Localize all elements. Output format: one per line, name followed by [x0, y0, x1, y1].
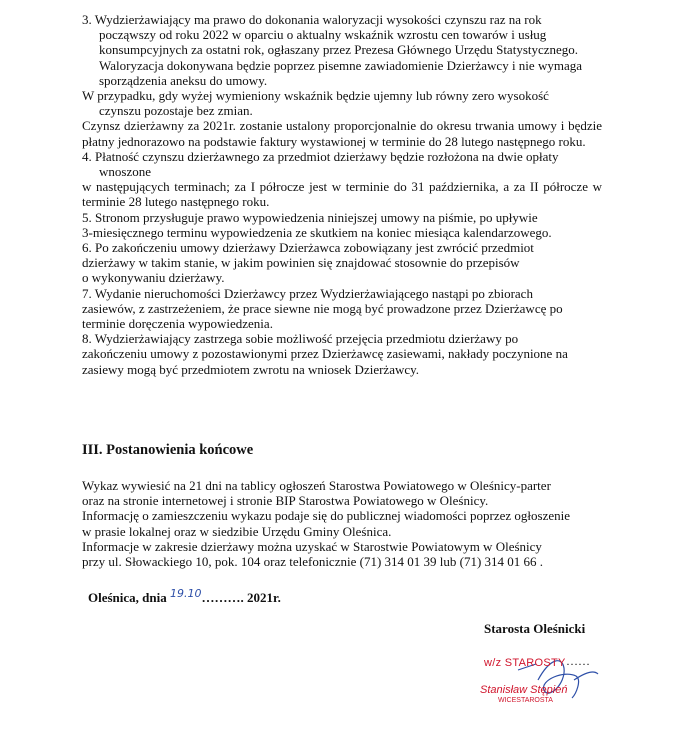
clause-5-line-1: 5. Stronom przysługuje prawo wypowiedzenia niniejszej umowy na piśmie, po upływie: [82, 209, 538, 225]
final-line-3: Informację o zamieszczeniu wykazu podaje się do publicznej wiadomości poprzez ogłoszenie: [82, 508, 571, 524]
date-dots: ……….: [201, 590, 244, 605]
clause-3-line-2: począwszy od roku 2022 w oparciu o aktualny wskaźnik wzrostu cen towarów i usług: [99, 27, 547, 43]
final-line-1: Wykaz wywiesić na 21 dni na tablicy ogłoszeń Starostwa Powiatowego w Oleśnicy-parter: [82, 478, 551, 493]
clause-4-terms: w następujących terminach; za I półrocze jest w terminie do 31 października, a za II półrocze w terminie 28 lutego następnego roku.: [82, 179, 602, 210]
clause-3-rent-2021: Czynsz dzierżawny za 2021r. zostanie ustalony proporcjonalnie do okresu trwania umowy i będzie płatny jednorazowo na podstawie faktury wystawionej w terminie do 28 lutego następnego roku.: [82, 118, 602, 149]
handwritten-date: 19.10: [170, 587, 202, 600]
clause-7-line-3: terminie doręczenia wypowiedzenia.: [82, 316, 273, 332]
clause-4-line-2: wnoszone: [99, 164, 151, 180]
final-line-4: w prasie lokalnej oraz w siedzibie Urzędu Gminy Oleśnica.: [82, 523, 392, 539]
clause-4-line-1: 4. Płatność czynszu dzierżawnego za przedmiot dzierżawy będzie rozłożona na dwie opłaty: [82, 148, 559, 164]
clause-8-line-1: 8. Wydzierżawiający zastrzega sobie możliwość przejęcia przedmiotu dzierżawy po: [82, 331, 519, 347]
clause-8-line-3: zasiewy mogą być przedmiotem zwrotu na wniosek Dzierżawcy.: [82, 361, 420, 377]
date-prefix: Oleśnica, dnia: [88, 590, 167, 605]
clause-7-line-2: zasiewów, z zastrzeżeniem, że prace siewne nie mogą być prowadzone przez Dzierżawcę po: [82, 300, 563, 316]
clause-5-line-2: 3-miesięcznego terminu wypowiedzenia ze skutkiem na koniec miesiąca kalendarzowego.: [82, 224, 552, 240]
signature-stamp: [478, 650, 608, 710]
stamp-name: Stanisław Stępień: [480, 684, 568, 696]
date-year: 2021r.: [243, 590, 281, 605]
date-line: [88, 587, 281, 606]
clause-3-line-1: 3. Wydzierżawiający ma prawo do dokonania waloryzacji wysokości czynszu raz na rok: [82, 12, 542, 27]
clause-3-negative-line-1: W przypadku, gdy wyżej wymieniony wskaźnik będzie ujemny lub równy zero wysokość: [82, 88, 549, 104]
section-3-heading: III. Postanowienia końcowe: [82, 442, 254, 458]
section-3-body: [82, 478, 602, 569]
final-line-5: Informacje w zakresie dzierżawy można uzyskać w Starostwie Powiatowym w Oleśnicy: [82, 538, 542, 554]
final-line-2: oraz na stronie internetowej i stronie BIP Starostwa Powiatowego w Oleśnicy.: [82, 493, 489, 509]
stamp-dots: ……: [566, 654, 590, 668]
clause-3-negative-line-2: czynszu pozostaje bez zmian.: [99, 103, 253, 119]
clause-3-line-5: sporządzenia aneksu do umowy.: [99, 72, 268, 88]
clause-3-line-4: Waloryzacja dokonywana będzie poprzez pisemne zawiadomienie Dzierżawcy i nie wymaga: [99, 57, 582, 73]
signatory-title: Starosta Oleśnicki: [484, 621, 586, 636]
clause-3-line-3: konsumpcyjnych za ostatni rok, ogłaszany przez Prezesa Głównego Urzędu Statystycznego.: [99, 42, 579, 58]
clause-6-line-1: 6. Po zakończeniu umowy dzierżawy Dzierżawca zobowiązany jest zwrócić przedmiot: [82, 240, 534, 256]
stamp-deputy-label: w/z STAROSTY: [484, 657, 566, 669]
clause-7-line-1: 7. Wydanie nieruchomości Dzierżawcy przez Wydzierżawiającego nastąpi po zbiorach: [82, 285, 533, 301]
clause-8-line-2: zakończeniu umowy z pozostawionymi przez Dzierżawcę zasiewami, nakłady poczynione na: [82, 346, 568, 362]
clause-6-line-2: dzierżawy w takim stanie, w jakim powinien się znajdować stosownie do przepisów: [82, 255, 520, 271]
final-line-6: przy ul. Słowackiego 10, pok. 104 oraz telefonicznie (71) 314 01 39 lub (71) 314 01 66 .: [82, 554, 544, 570]
stamp-role: WICESTAROSTA: [498, 697, 553, 704]
clause-6-line-3: o wykonywaniu dzierżawy.: [82, 270, 225, 286]
section-2-clauses: [82, 12, 602, 377]
